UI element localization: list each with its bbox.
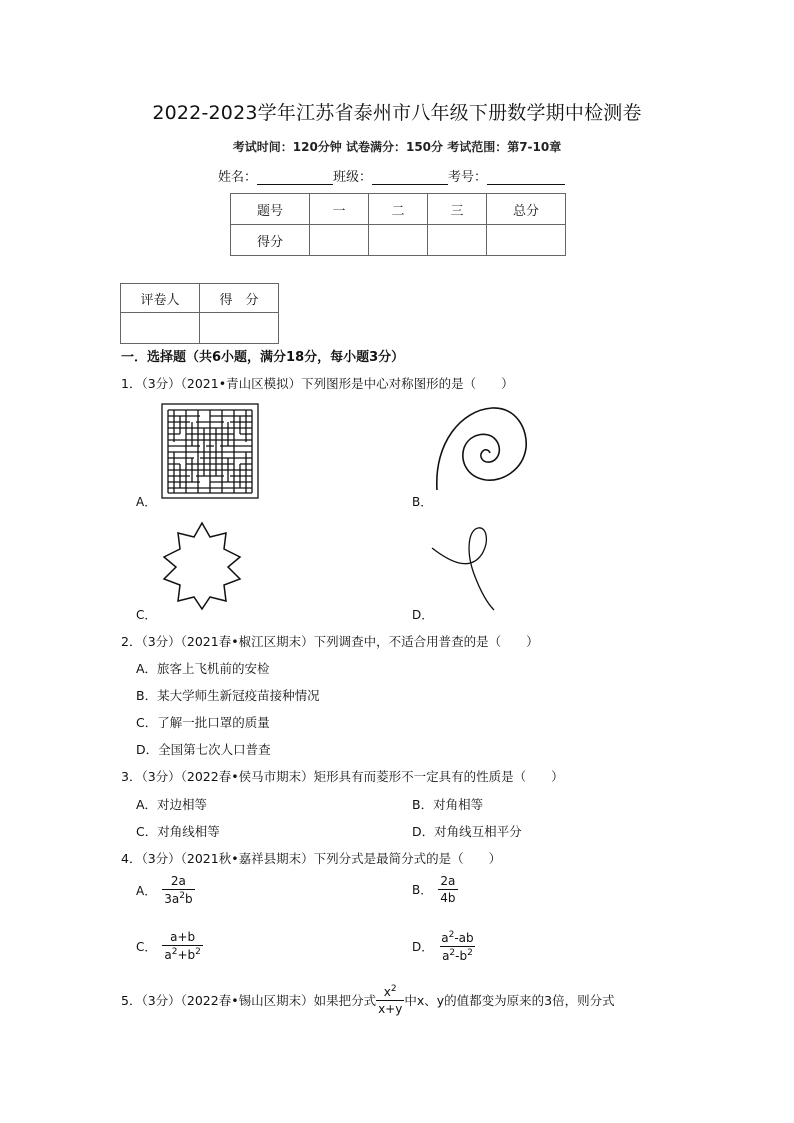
q4-d-fraction: [439, 930, 475, 963]
q4-d-num-sup: 2: [448, 930, 455, 940]
q3-option-b: B．对角相等: [412, 797, 484, 812]
q1-option-b-label: B．: [412, 495, 433, 509]
q5-suffix: 中x、y的值都变为原来的3倍，则分式: [404, 993, 615, 1008]
q4-c-denominator: [162, 945, 203, 962]
q4-a-den-sup: 2: [179, 891, 185, 901]
number-field[interactable]: [487, 171, 565, 185]
q4-d-den-sup1: 2: [449, 948, 456, 958]
q5-prefix: 5．（3分）（2022春•锡山区期末）如果把分式: [121, 993, 377, 1008]
class-field[interactable]: [372, 171, 448, 185]
q4-d-num-a: a: [441, 931, 449, 945]
score-cell[interactable]: [369, 225, 428, 256]
q4-option-c: [136, 930, 203, 962]
q3-option-d: D．对角线互相平分: [412, 824, 522, 839]
page-title: 2022-2023学年江苏省泰州市八年级下册数学期中检测卷: [152, 102, 642, 124]
q1-option-a-label: A．: [136, 495, 157, 509]
q3-option-a: A．对边相等: [136, 797, 208, 812]
q3-option-c: C．对角线相等: [136, 824, 220, 839]
grader-cell[interactable]: [121, 313, 200, 344]
fractal-maze-figure: [160, 402, 260, 500]
q2-option-a: A．旅客上飞机前的安检: [136, 661, 270, 676]
q4-c-den-sup2: 2: [195, 947, 201, 957]
section-heading: 一．选择题（共6小题，满分18分，每小题3分）: [121, 350, 405, 365]
snowflake-figure: [160, 521, 244, 611]
name-label: 姓名：: [218, 170, 258, 185]
q4-a-denominator: [162, 889, 194, 906]
q4-d-denominator: [440, 946, 475, 963]
q2-option-b: B．某大学师生新冠疫苗接种情况: [136, 688, 320, 703]
question-3-stem: 3．（3分）（2022春•侯马市期末）矩形具有而菱形不一定具有的性质是（ ）: [121, 769, 564, 784]
question-5-stem: [121, 984, 615, 1016]
question-4-stem: 4．（3分）（2021秋•嘉祥县期末）下列分式是最简分式的是（ ）: [121, 851, 502, 866]
student-info-row: [218, 166, 565, 185]
q4-c-den-mid: +b: [177, 948, 196, 962]
score-header-cell: 二: [369, 194, 428, 225]
score-cell[interactable]: [310, 225, 369, 256]
number-label: 考号：: [448, 170, 488, 185]
q4-a-den-base: 3a: [164, 892, 180, 906]
q4-c-fraction: [162, 930, 203, 962]
q4-a-numerator: 2a: [170, 874, 186, 888]
grader-header: 评卷人: [121, 284, 200, 313]
name-field[interactable]: [257, 171, 333, 185]
q4-c-den-a: a: [164, 948, 172, 962]
q4-c-numerator: a+b: [170, 930, 196, 944]
q5-num-base: x: [383, 985, 391, 999]
q4-d-num-tail: -ab: [454, 931, 474, 945]
q4-option-c-label: C．: [136, 939, 157, 954]
q4-option-d: [412, 930, 476, 963]
q4-d-den-a: a: [442, 949, 450, 963]
grader-score-header: 得 分: [200, 284, 279, 313]
q5-numerator: [382, 984, 399, 1000]
grader-table: [120, 283, 279, 344]
grader-score-cell[interactable]: [200, 313, 279, 344]
exam-meta: 考试时间：120分钟 试卷满分：150分 考试范围：第7-10章: [232, 140, 562, 154]
q1-option-c-label: C．: [136, 608, 157, 622]
score-header-cell: 一: [310, 194, 369, 225]
q4-b-fraction: [438, 874, 457, 905]
q4-d-numerator: [439, 930, 475, 946]
score-header-cell: 题号: [231, 194, 310, 225]
q4-b-denominator: 4b: [440, 891, 456, 905]
spiral-figure: [432, 402, 530, 494]
score-cell[interactable]: [428, 225, 487, 256]
q1-option-d-label: D．: [412, 608, 434, 622]
q4-b-numerator: 2a: [440, 874, 456, 888]
q4-a-den-tail: b: [184, 892, 193, 906]
q4-option-a: [136, 874, 195, 906]
q4-option-b-label: B．: [412, 883, 433, 897]
score-row-label: 得分: [231, 225, 310, 256]
loop-curve-figure: [430, 524, 500, 614]
score-header-cell: 三: [428, 194, 487, 225]
score-cell[interactable]: [487, 225, 566, 256]
q4-d-den-sup2: 2: [467, 948, 473, 958]
q4-a-fraction: [162, 874, 194, 906]
q5-num-sup: 2: [390, 984, 397, 994]
q2-option-c: C．了解一批口罩的质量: [136, 715, 270, 730]
class-label: 班级：: [333, 170, 373, 185]
q4-option-d-label: D．: [412, 940, 434, 954]
q4-d-den-mid: -b: [455, 949, 468, 963]
question-1-stem: 1．（3分）（2021•青山区模拟）下列图形是中心对称图形的是（ ）: [121, 376, 514, 391]
q5-fraction: [376, 984, 404, 1016]
q2-option-d: D．全国第七次人口普查: [136, 742, 271, 757]
q4-c-den-sup1: 2: [171, 947, 178, 957]
q4-option-a-label: A．: [136, 883, 157, 898]
q5-denominator: x+y: [378, 1002, 403, 1016]
score-table: [230, 193, 566, 256]
q4-option-b: [412, 874, 458, 905]
score-header-cell: 总分: [487, 194, 566, 225]
question-2-stem: 2．（3分）（2021春•椒江区期末）下列调查中，不适合用普查的是（ ）: [121, 634, 539, 649]
